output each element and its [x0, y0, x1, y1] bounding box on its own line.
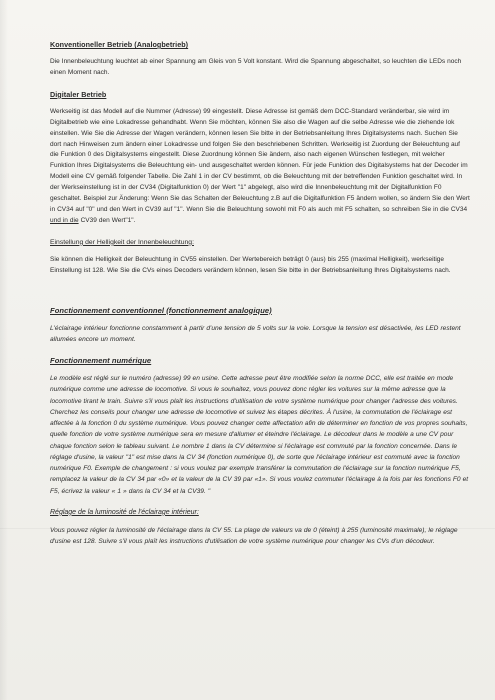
fr-digital-heading: Fonctionnement numérique	[50, 356, 152, 366]
de-digital-text-underlined: und in die	[50, 216, 79, 224]
fr-brightness-paragraph: Vous pouvez régler la luminosité de l'éclairage dans la CV 55. La plage de valeurs va de 0 (éteint) à 255 (luminosité maximale), le réglage d'usine est 128. Suivre s'il vous plaît les instructions d'utilisation de votre système numérique pour changer les CVs d'un décodeur.	[50, 526, 458, 546]
de-brightness-heading: Einstellung der Helligkeit der Innenbeleuchtung:	[50, 238, 194, 246]
de-analog-paragraph: Die Innenbeleuchtung leuchtet ab einer Spannung am Gleis von 5 Volt konstant. Wird die Spannung abgeschaltet, so leuchten die LEDs noch einen Moment nach.	[50, 58, 462, 76]
document-body	[50, 40, 470, 558]
fr-analog-heading: Fonctionnement conventionnel (fonctionnement analogique)	[50, 305, 272, 315]
fr-analog-paragraph: L'éclairage intérieur fonctionne constamment à partir d'une tension de 5 volts sur la voie. Lorsque la tension est désactivée, les LED restent allumées encore un moment.	[50, 324, 461, 343]
de-digital-heading: Digitaler Betrieb	[50, 89, 107, 99]
de-digital-text-part-1: Werkseitig ist das Modell auf die Nummer (Adresse) 99 eingestellt. Diese Adresse ist gemäß dem DCC-Standard veränderbar, sie wird im Digitalbetrieb wie eine Lokadresse gehandhabt. Wenn Sie möchten, können Sie also die Wagen auf die selbe Adresse wie die ziehende lok einstellen. Wie Sie die Adresse der Wagen verändern, können lesen Sie bitte in der Betriebsanleitung Ihres Digitalsystems nach. Suchen Sie dort nach Hinweisen zum ändern einer Lokadresse und folgen Sie den beschriebenen Schritten. Werkseitig ist Zuordung der Beleuchtung auf die Funktion 0 des Digitalsystems eingestellt. Diese Zuordnung können Sie ändern, also nach eigenen Wünschen festlegen, mit welcher Funktion Ihres Digitalsystems die Beleuchtung ein- und ausgeschaltet werden können. Für jede Funktion des Digitalsystems hat der Decoder im Modell eine CV gemäß folgender Tabelle. Die Zahl 1 in der CV bestimmt, ob die Beleuchtung mit der betreffenden Funktion geschaltet wird. In der Werkseinstellung ist in der CV34 (Digitalfunktion 0) der Wert "1" abgelegt, also wird die Innenbeleuchtung mit der Digitalfunktion F0 geschaltet. Beispiel zur Änderung: Wenn Sie das Schalten der Beleuchtung z.B auf die Digitalfunktion F5 ändern wollen, so ändern Sie den Wert in CV34 auf "0" und den Wert in CV39 auf "1". Wenn Sie die Beleuchtung sowohl mit F0 als auch mit F5 schalten, so schreiben Sie in die CV34	[50, 107, 470, 213]
section-gap	[50, 288, 470, 306]
fr-brightness-heading: Réglage de la luminosité de l'éclairage intérieur:	[50, 508, 199, 516]
german-section	[50, 40, 470, 277]
de-brightness-paragraph: Sie können die Helligkeit der Beleuchtung in CV55 einstellen. Der Wertebereich beträgt 0 (aus) bis 255 (maximal Helligkeit), werkseitige Einstellung ist 128. Wie Sie die CVs eines Decoders verändern können, lesen Sie bitte in der Betriebsanleitung Ihres Digitalsystems nach.	[50, 255, 451, 274]
de-digital-paragraph	[50, 107, 470, 227]
de-digital-text-part-2: CV39 den Wert"1".	[78, 216, 136, 224]
french-section	[50, 306, 470, 548]
de-analog-heading: Konventioneller Betrieb (Analogbetrieb)	[50, 40, 189, 49]
fr-digital-paragraph: Le modèle est réglé sur le numéro (adresse) 99 en usine. Cette adresse peut être modifiée selon la norme DCC, elle est traitée en mode numérique comme une adresse de locomotive. Si vous le souhaitez, vous pouvez donc régler les voitures sur la même adresse que la locomotive tirant le train. Suivre s'il vous plaît les instructions d'utilisation de votre système numérique pour changer l'adresse des voitures. Cherchez les conseils pour changer une adresse de locomotive et suivez les étapes décrites. À l'usine, la commutation de l'éclairage est affectée à la fonction 0 du système numérique. Vous pouvez changer cette affectation afin de déterminer en fonction de vos propres souhaits, quelle fonction de votre système numérique sera en mesure d'allumer et éteindre l'éclairage. Le décodeur dans le modèle a une CV pour chaque fonction selon le tableau suivant. Le nombre 1 dans la CV détermine si l'éclairage est commuté par la fonction concernée. Dans le réglage d'usine, la valeur "1" est mise dans la CV 34 (fonction numérique 0), de sorte que l'éclairage intérieur est commuté avec la fonction numérique F0. Exemple de changement : si vous voulez par exemple transférer la commutation de l'éclairage sur la fonction numérique F5, remplacez la valeur de la CV 34 par «0» et la valeur de la CV 39 par «1». Si vous voulez commuter l'éclairage à la fois par les fonctions F0 et F5, écrivez la valeur « 1 » dans la CV 34 et la CV39. "	[50, 375, 469, 495]
page-edge-shadow	[0, 0, 8, 700]
